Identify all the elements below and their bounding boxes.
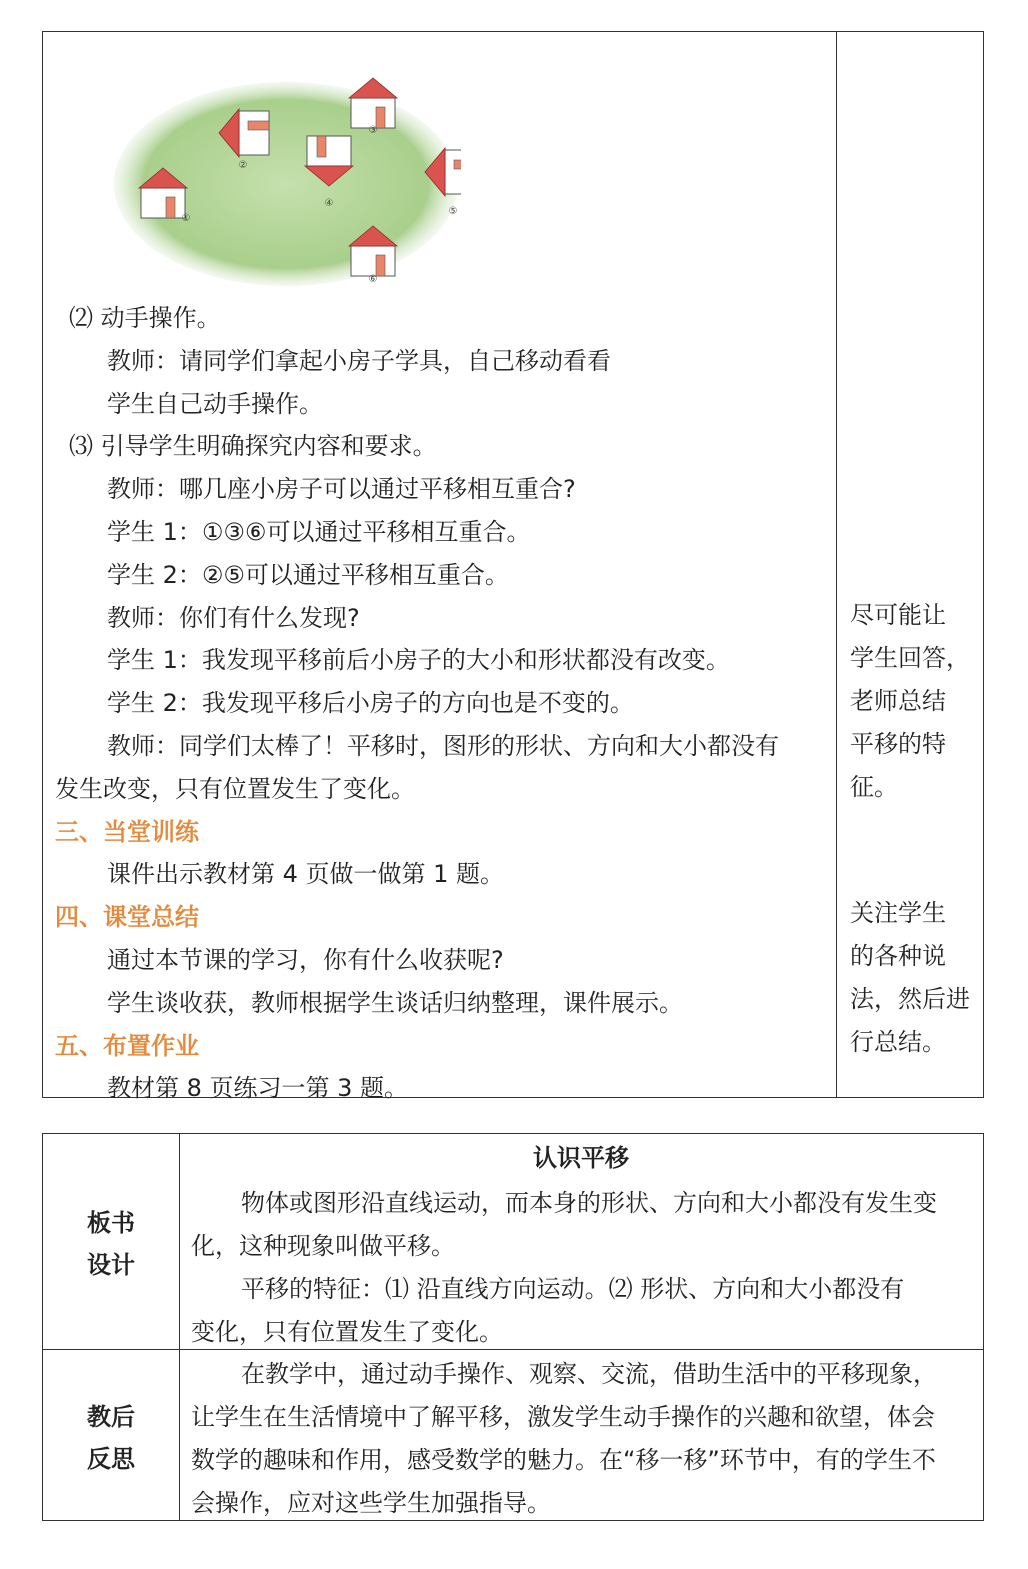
- lesson-line: 学生 2：我发现平移后小房子的方向也是不变的。: [107, 689, 634, 718]
- lesson-line: 学生 1：我发现平移前后小房子的大小和形状都没有改变。: [107, 646, 730, 675]
- lesson-line: 发生改变，只有位置发生了变化。: [55, 774, 415, 803]
- side-note-line: 尽可能让: [850, 601, 946, 629]
- side-note-line: 的各种说: [850, 942, 946, 970]
- lesson-line: 学生 2：②⑤可以通过平移相互重合。: [107, 560, 509, 589]
- house-label: ④: [324, 198, 334, 209]
- lesson-line: 教师：请同学们拿起小房子学具，自己移动看看: [107, 346, 611, 375]
- lesson-line: 通过本节课的学习，你有什么收获呢?: [107, 946, 504, 974]
- house-label: ③: [368, 125, 378, 136]
- section-heading: 三、当堂训练: [55, 817, 199, 846]
- board-para2-a: 平移的特征：⑴ 沿直线方向运动。⑵ 形状、方向和大小都没有: [241, 1275, 905, 1303]
- side-note-line: 学生回答，: [850, 644, 970, 672]
- house-shape: [349, 78, 397, 128]
- lesson-line: 学生谈收获，教师根据学生谈话归纳整理，课件展示。: [107, 988, 683, 1017]
- reflection-line1: 在教学中，通过动手操作、观察、交流，借助生活中的平移现象，: [241, 1360, 937, 1388]
- board-design-label: [43, 1202, 179, 1286]
- board-para1-b: 化，这种现象叫做平移。: [191, 1232, 455, 1260]
- reflection-line4: 会操作，应对这些学生加强指导。: [191, 1489, 551, 1517]
- houses-illustration: [111, 76, 461, 291]
- lesson-line: 教师：哪几座小房子可以通过平移相互重合?: [107, 475, 576, 504]
- lesson-line: 课件出示教材第 4 页做一做第 1 题。: [107, 860, 505, 889]
- house-label: ⑥: [368, 274, 378, 285]
- house-label: ⑤: [448, 206, 458, 217]
- house-label: ①: [181, 213, 191, 224]
- reflection-label-line1: 教后: [87, 1403, 135, 1431]
- lesson-table: [42, 31, 984, 1103]
- reflection-label: [43, 1396, 179, 1480]
- side-note-line: 法，然后进: [850, 985, 970, 1013]
- board-reflection-table: [42, 1133, 984, 1521]
- side-note-2: [850, 892, 970, 1064]
- side-note-line: 平移的特: [850, 730, 946, 758]
- label-divider: [179, 1134, 180, 1520]
- column-divider: [836, 32, 837, 1097]
- lesson-line: 教师：同学们太棒了！平移时，图形的形状、方向和大小都没有: [107, 732, 779, 760]
- board-title: 认识平移: [533, 1144, 629, 1172]
- side-note-line: 行总结。: [850, 1028, 946, 1056]
- lesson-content-cell: [43, 32, 836, 1103]
- reflection-line3: 数学的趣味和作用，感受数学的魅力。在“移一移”环节中，有的学生不: [191, 1446, 936, 1474]
- section-heading: 五、布置作业: [55, 1031, 199, 1060]
- lesson-line: 学生 1：①③⑥可以通过平移相互重合。: [107, 518, 531, 546]
- board-label-line1: 板书: [87, 1209, 135, 1237]
- lesson-line: 教材第 8 页练习一第 3 题。: [107, 1074, 409, 1103]
- side-note-line: 征。: [850, 773, 898, 801]
- house-label: ②: [238, 160, 248, 171]
- lesson-line: ⑵ 动手操作。: [69, 304, 221, 332]
- reflection-label-line2: 反思: [87, 1445, 135, 1473]
- lesson-line: 学生自己动手操作。: [107, 389, 323, 418]
- side-note-line: 关注学生: [850, 899, 946, 927]
- section-heading: 四、课堂总结: [55, 903, 199, 932]
- side-note-1: [850, 594, 970, 809]
- board-label-line2: 设计: [87, 1251, 135, 1279]
- notes-cell: [838, 32, 983, 1097]
- lesson-line: 教师：你们有什么发现?: [107, 603, 360, 632]
- lesson-line: ⑶ 引导学生明确探究内容和要求。: [69, 432, 437, 461]
- board-para2-b: 变化，只有位置发生了变化。: [191, 1318, 503, 1346]
- reflection-line2: 让学生在生活情境中了解平移，激发学生动手操作的兴趣和欲望，体会: [191, 1403, 935, 1431]
- board-content: [191, 1182, 975, 1354]
- board-para1-a: 物体或图形沿直线运动，而本身的形状、方向和大小都没有发生变: [241, 1189, 937, 1217]
- reflection-content: [191, 1353, 975, 1525]
- side-note-line: 老师总结: [850, 687, 946, 715]
